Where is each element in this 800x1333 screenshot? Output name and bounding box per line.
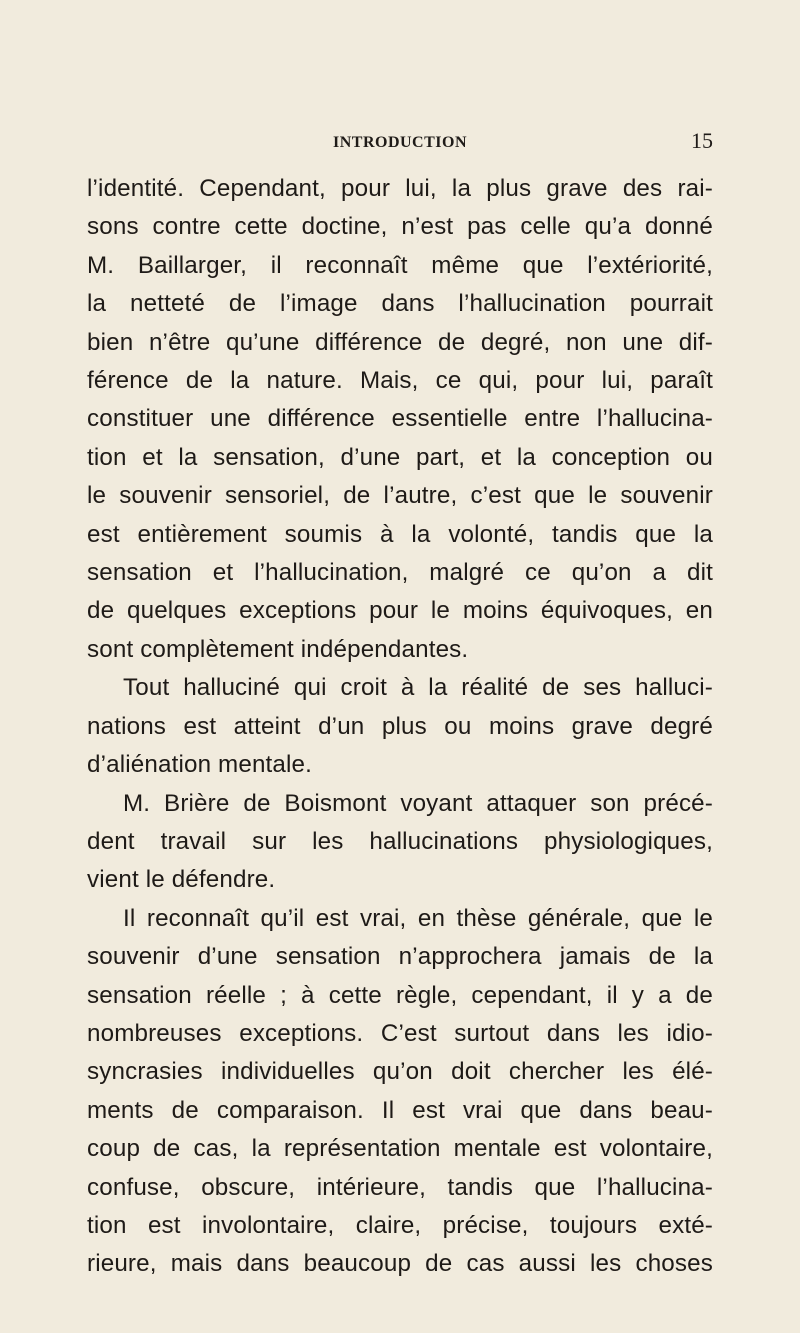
text-line: sont complètement indépendantes. bbox=[87, 635, 469, 663]
paragraph bbox=[87, 400, 713, 438]
paragraph bbox=[87, 439, 713, 477]
text-line: constituer une différence essentielle entre l’hallucina- bbox=[87, 405, 713, 433]
body-text bbox=[87, 170, 713, 1284]
text-line: coup de cas, la représentation mentale est volontaire, bbox=[87, 1135, 713, 1163]
paragraph bbox=[87, 900, 713, 938]
paragraph bbox=[87, 208, 713, 246]
paragraph bbox=[87, 938, 713, 976]
text-line: souvenir d’une sensation n’approchera jamais de la bbox=[87, 943, 713, 971]
paragraph bbox=[87, 823, 713, 861]
text-line: M. Brière de Boismont voyant attaquer son précé- bbox=[123, 789, 713, 817]
paragraph bbox=[87, 362, 713, 400]
text-line: tion et la sensation, d’une part, et la conception ou bbox=[87, 443, 713, 471]
paragraph bbox=[87, 324, 713, 362]
text-line: sons contre cette doctine, n’est pas celle qu’a donné bbox=[87, 213, 713, 241]
text-line: nombreuses exceptions. C’est surtout dans les idio- bbox=[87, 1019, 713, 1047]
text-line: tion est involontaire, claire, précise, toujours exté- bbox=[87, 1211, 713, 1239]
text-line: rieure, mais dans beaucoup de cas aussi les choses bbox=[87, 1250, 713, 1278]
text-line: sensation réelle ; à cette règle, cependant, il y a de bbox=[87, 981, 713, 1009]
paragraph bbox=[87, 516, 713, 554]
text-line: de quelques exceptions pour le moins équivoques, en bbox=[87, 597, 713, 625]
paragraph bbox=[87, 708, 713, 746]
text-line: d’aliénation mentale. bbox=[87, 751, 313, 779]
text-line: ments de comparaison. Il est vrai que dans beau- bbox=[87, 1096, 713, 1124]
paragraph bbox=[87, 1130, 713, 1168]
page-number: 15 bbox=[691, 128, 713, 153]
text-line: vient le défendre. bbox=[87, 866, 276, 894]
paragraph bbox=[87, 1092, 713, 1130]
page-header bbox=[87, 128, 713, 164]
paragraph bbox=[87, 1053, 713, 1091]
text-line: la netteté de l’image dans l’hallucination pourrait bbox=[87, 290, 713, 318]
text-line: confuse, obscure, intérieure, tandis que l’hallucina- bbox=[87, 1173, 713, 1201]
text-line: Il reconnaît qu’il est vrai, en thèse générale, que le bbox=[123, 904, 713, 932]
text-line: M. Baillarger, il reconnaît même que l’extériorité, bbox=[87, 251, 713, 279]
text-line: Tout halluciné qui croit à la réalité de ses halluci- bbox=[123, 674, 713, 702]
paragraph bbox=[87, 1245, 713, 1283]
paragraph bbox=[87, 785, 713, 823]
text-line: férence de la nature. Mais, ce qui, pour lui, paraît bbox=[87, 367, 713, 395]
paragraph bbox=[87, 477, 713, 515]
paragraph bbox=[87, 592, 713, 630]
text-line: bien n’être qu’une différence de degré, non une dif- bbox=[87, 328, 713, 356]
paragraph bbox=[87, 247, 713, 285]
paragraph bbox=[87, 977, 713, 1015]
text-line: dent travail sur les hallucinations physiologiques, bbox=[87, 827, 713, 855]
paragraph bbox=[87, 746, 713, 784]
text-line: syncrasies individuelles qu’on doit chercher les élé- bbox=[87, 1058, 713, 1086]
text-line: sensation et l’hallucination, malgré ce qu’on a dit bbox=[87, 559, 713, 587]
text-line: nations est atteint d’un plus ou moins grave degré bbox=[87, 712, 713, 740]
paragraph bbox=[87, 1169, 713, 1207]
paragraph bbox=[87, 285, 713, 323]
running-title: INTRODUCTION bbox=[332, 134, 467, 151]
paragraph bbox=[87, 669, 713, 707]
paragraph bbox=[87, 1207, 713, 1245]
text-line: l’identité. Cependant, pour lui, la plus grave des rai- bbox=[87, 175, 713, 202]
paragraph bbox=[87, 1015, 713, 1053]
paragraph bbox=[87, 554, 713, 592]
text-line: le souvenir sensoriel, de l’autre, c’est que le souvenir bbox=[87, 482, 713, 510]
paragraph bbox=[87, 170, 713, 208]
paragraph bbox=[87, 631, 713, 669]
text-line: est entièrement soumis à la volonté, tandis que la bbox=[87, 520, 713, 548]
paragraph bbox=[87, 861, 713, 899]
